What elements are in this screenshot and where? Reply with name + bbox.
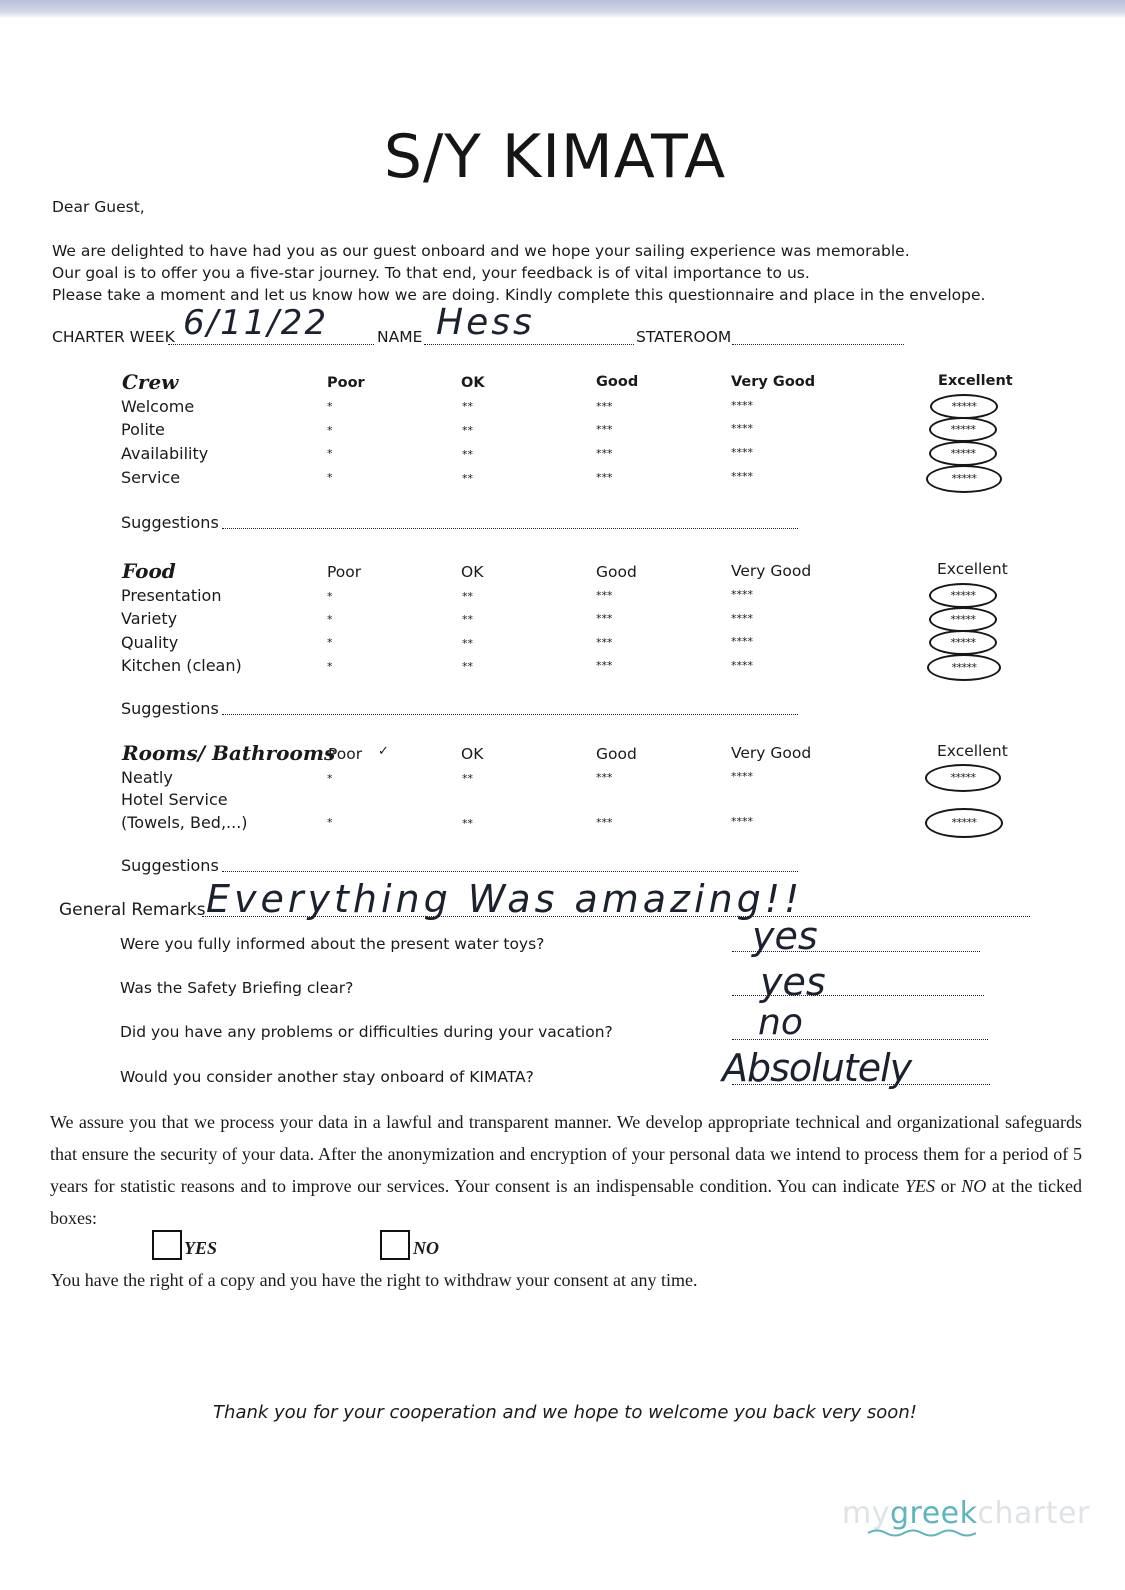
rating-good[interactable]: *** (596, 589, 613, 602)
consent-paragraph (50, 1106, 1082, 1234)
consent-yes-checkbox[interactable] (152, 1230, 182, 1260)
rooms-suggestions-label: Suggestions (121, 856, 219, 875)
charter-week-field[interactable]: 6/11/22 (183, 303, 329, 343)
consent-rights: You have the right of a copy and you have the right to withdraw your consent at any time. (51, 1270, 698, 1290)
rating-good[interactable]: *** (596, 447, 613, 460)
col-excellent: Excellent (937, 742, 1008, 760)
general-remarks-field[interactable]: Everything Was amazing!! (206, 877, 804, 921)
rating-poor[interactable]: * (327, 471, 333, 484)
answer-safety-briefing[interactable]: yes (760, 960, 826, 1004)
rating-excellent-selected[interactable]: ***** (929, 607, 997, 632)
rooms-row-hotel-service: Hotel Service (121, 790, 228, 809)
consent-text: We assure you that we process your data in a lawful and transparent manner. We develop appropriate technical and organizational safeguards that ensure the security of your data. After the anonymization and encryption of your personal data we intend to process them for a period of 5 years for statistic reasons and to improve our services. Your consent is an indispensable condition. You can indicate (50, 1112, 1082, 1196)
col-excellent: Excellent (938, 373, 1013, 389)
col-poor: Poor (327, 563, 362, 581)
rating-poor[interactable]: * (327, 636, 333, 649)
rating-very-good[interactable]: **** (731, 422, 753, 435)
rating-ok[interactable]: ** (462, 424, 473, 437)
question-problems: Did you have any problems or difficulties during your vacation? (120, 1023, 613, 1041)
consent-tail: at the ticked boxes: (50, 1176, 1083, 1228)
food-row-quality: Quality (121, 633, 179, 652)
rating-very-good[interactable]: **** (731, 770, 753, 783)
rating-poor[interactable]: * (327, 660, 333, 673)
watermark-wave-icon (868, 1528, 976, 1538)
intro-paragraph (52, 240, 985, 306)
intro-line: We are delighted to have had you as our guest onboard and we hope your sailing experience was memorable. (52, 242, 910, 260)
scan-top-edge (0, 0, 1125, 18)
rating-poor[interactable]: * (327, 590, 333, 603)
question-water-toys: Were you fully informed about the present water toys? (120, 935, 545, 953)
crew-suggestions-label: Suggestions (121, 513, 219, 532)
food-section-title: Food (122, 559, 176, 583)
rating-excellent-selected[interactable]: ***** (929, 417, 997, 442)
rating-excellent-selected[interactable]: ***** (925, 808, 1003, 838)
crew-row-service: Service (121, 468, 181, 487)
rating-poor[interactable]: * (327, 400, 333, 413)
stateroom-label: STATEROOM (636, 328, 732, 346)
crew-suggestions-field[interactable] (222, 528, 798, 529)
col-excellent: Excellent (937, 560, 1008, 578)
consent-or-word: or (940, 1176, 956, 1196)
consent-no-checkbox[interactable] (380, 1230, 410, 1260)
consent-no-word: NO (961, 1176, 987, 1196)
watermark-logo (842, 1496, 1090, 1531)
consent-yes-word: YES (904, 1176, 935, 1196)
rating-excellent-selected[interactable]: ***** (929, 583, 997, 608)
rating-excellent-selected[interactable]: ***** (929, 630, 997, 655)
rating-very-good[interactable]: **** (731, 659, 753, 672)
rating-good[interactable]: *** (596, 400, 613, 413)
intro-line: Please take a moment and let us know how we are doing. Kindly complete this questionnaire and place in the envelope. (52, 286, 986, 304)
watermark-part: charter (977, 1496, 1090, 1531)
crew-row-welcome: Welcome (121, 397, 195, 416)
col-good: Good (596, 374, 639, 390)
rating-very-good[interactable]: **** (731, 815, 753, 828)
col-good: Good (596, 563, 637, 581)
rating-excellent-selected[interactable]: ***** (926, 465, 1002, 493)
rooms-section-title: Rooms/ Bathrooms (122, 741, 336, 765)
rating-good[interactable]: *** (596, 636, 613, 649)
col-very-good: Very Good (731, 744, 812, 762)
rating-poor[interactable]: * (327, 447, 333, 460)
col-ok: OK (461, 375, 485, 391)
name-line (424, 344, 634, 345)
rating-very-good[interactable]: **** (731, 588, 753, 601)
crew-row-availability: Availability (121, 444, 209, 463)
rating-good[interactable]: *** (596, 423, 613, 436)
rating-good[interactable]: *** (596, 816, 613, 829)
watermark-part: greek (889, 1496, 978, 1531)
col-very-good: Very Good (731, 562, 812, 580)
rating-poor[interactable]: * (327, 424, 333, 437)
rating-poor[interactable]: * (327, 772, 333, 785)
name-label: NAME (377, 328, 423, 346)
rating-ok[interactable]: ** (462, 660, 473, 673)
rooms-row-neatly: Neatly (121, 768, 173, 787)
closing-message: Thank you for your cooperation and we hope to welcome you back very soon! (213, 1402, 917, 1423)
rooms-suggestions-field[interactable] (222, 871, 798, 872)
col-poor: Poor (328, 745, 363, 763)
rating-excellent-selected[interactable]: ***** (929, 441, 997, 466)
rating-very-good[interactable]: **** (731, 399, 753, 412)
rating-very-good[interactable]: **** (731, 470, 753, 483)
col-very-good: Very Good (731, 374, 816, 390)
rating-excellent-selected[interactable]: ***** (927, 654, 1001, 681)
name-field[interactable]: Hess (436, 302, 535, 343)
rating-ok[interactable]: ** (462, 400, 473, 413)
food-row-variety: Variety (121, 609, 178, 628)
rating-ok[interactable]: ** (462, 817, 473, 830)
tick-mark-icon: ✓ (378, 744, 389, 759)
rating-ok[interactable]: ** (462, 772, 473, 785)
answer-problems[interactable]: no (758, 1002, 803, 1043)
rating-very-good[interactable]: **** (731, 612, 753, 625)
question-safety-briefing: Was the Safety Briefing clear? (120, 979, 354, 997)
charter-week-line (168, 344, 374, 345)
food-row-presentation: Presentation (121, 586, 222, 605)
greeting: Dear Guest, (52, 198, 145, 216)
answer-water-toys[interactable]: yes (752, 914, 818, 958)
rating-good[interactable]: *** (596, 471, 613, 484)
general-remarks-label: General Remarks (59, 900, 206, 920)
rating-ok[interactable]: ** (462, 472, 473, 485)
rating-excellent-selected[interactable]: ***** (925, 764, 1001, 792)
intro-line: Our goal is to offer you a five-star journey. To that end, your feedback is of vital importance to us. (52, 264, 810, 282)
rating-good[interactable]: *** (596, 771, 613, 784)
rooms-row-towels-bed: (Towels, Bed,...) (121, 813, 248, 832)
crew-row-polite: Polite (121, 420, 165, 439)
rating-ok[interactable]: ** (462, 613, 473, 626)
rating-ok[interactable]: ** (462, 637, 473, 650)
rating-very-good[interactable]: **** (731, 635, 753, 648)
rating-poor[interactable]: * (327, 816, 333, 829)
rating-poor[interactable]: * (327, 613, 333, 626)
col-ok: OK (461, 745, 484, 763)
col-good: Good (596, 745, 637, 763)
rating-good[interactable]: *** (596, 659, 613, 672)
charter-week-label: CHARTER WEEK (52, 328, 175, 346)
rating-excellent-selected[interactable]: ***** (930, 394, 998, 419)
crew-section-title: Crew (122, 370, 179, 394)
document-title: S/Y KIMATA (383, 122, 727, 192)
rating-ok[interactable]: ** (462, 448, 473, 461)
rating-good[interactable]: *** (596, 612, 613, 625)
answer-another-stay[interactable]: Absolutely (722, 1046, 912, 1090)
food-row-kitchen: Kitchen (clean) (121, 656, 242, 675)
consent-no-label: NO (413, 1238, 439, 1258)
stateroom-field[interactable] (732, 344, 904, 345)
food-suggestions-field[interactable] (222, 714, 798, 715)
col-poor: Poor (327, 375, 365, 391)
col-ok: OK (461, 563, 484, 581)
rating-ok[interactable]: ** (462, 590, 473, 603)
watermark-part: my (842, 1496, 890, 1531)
question-another-stay: Would you consider another stay onboard of KIMATA? (120, 1068, 534, 1086)
rating-very-good[interactable]: **** (731, 446, 753, 459)
consent-yes-label: YES (184, 1238, 218, 1258)
food-suggestions-label: Suggestions (121, 699, 219, 718)
